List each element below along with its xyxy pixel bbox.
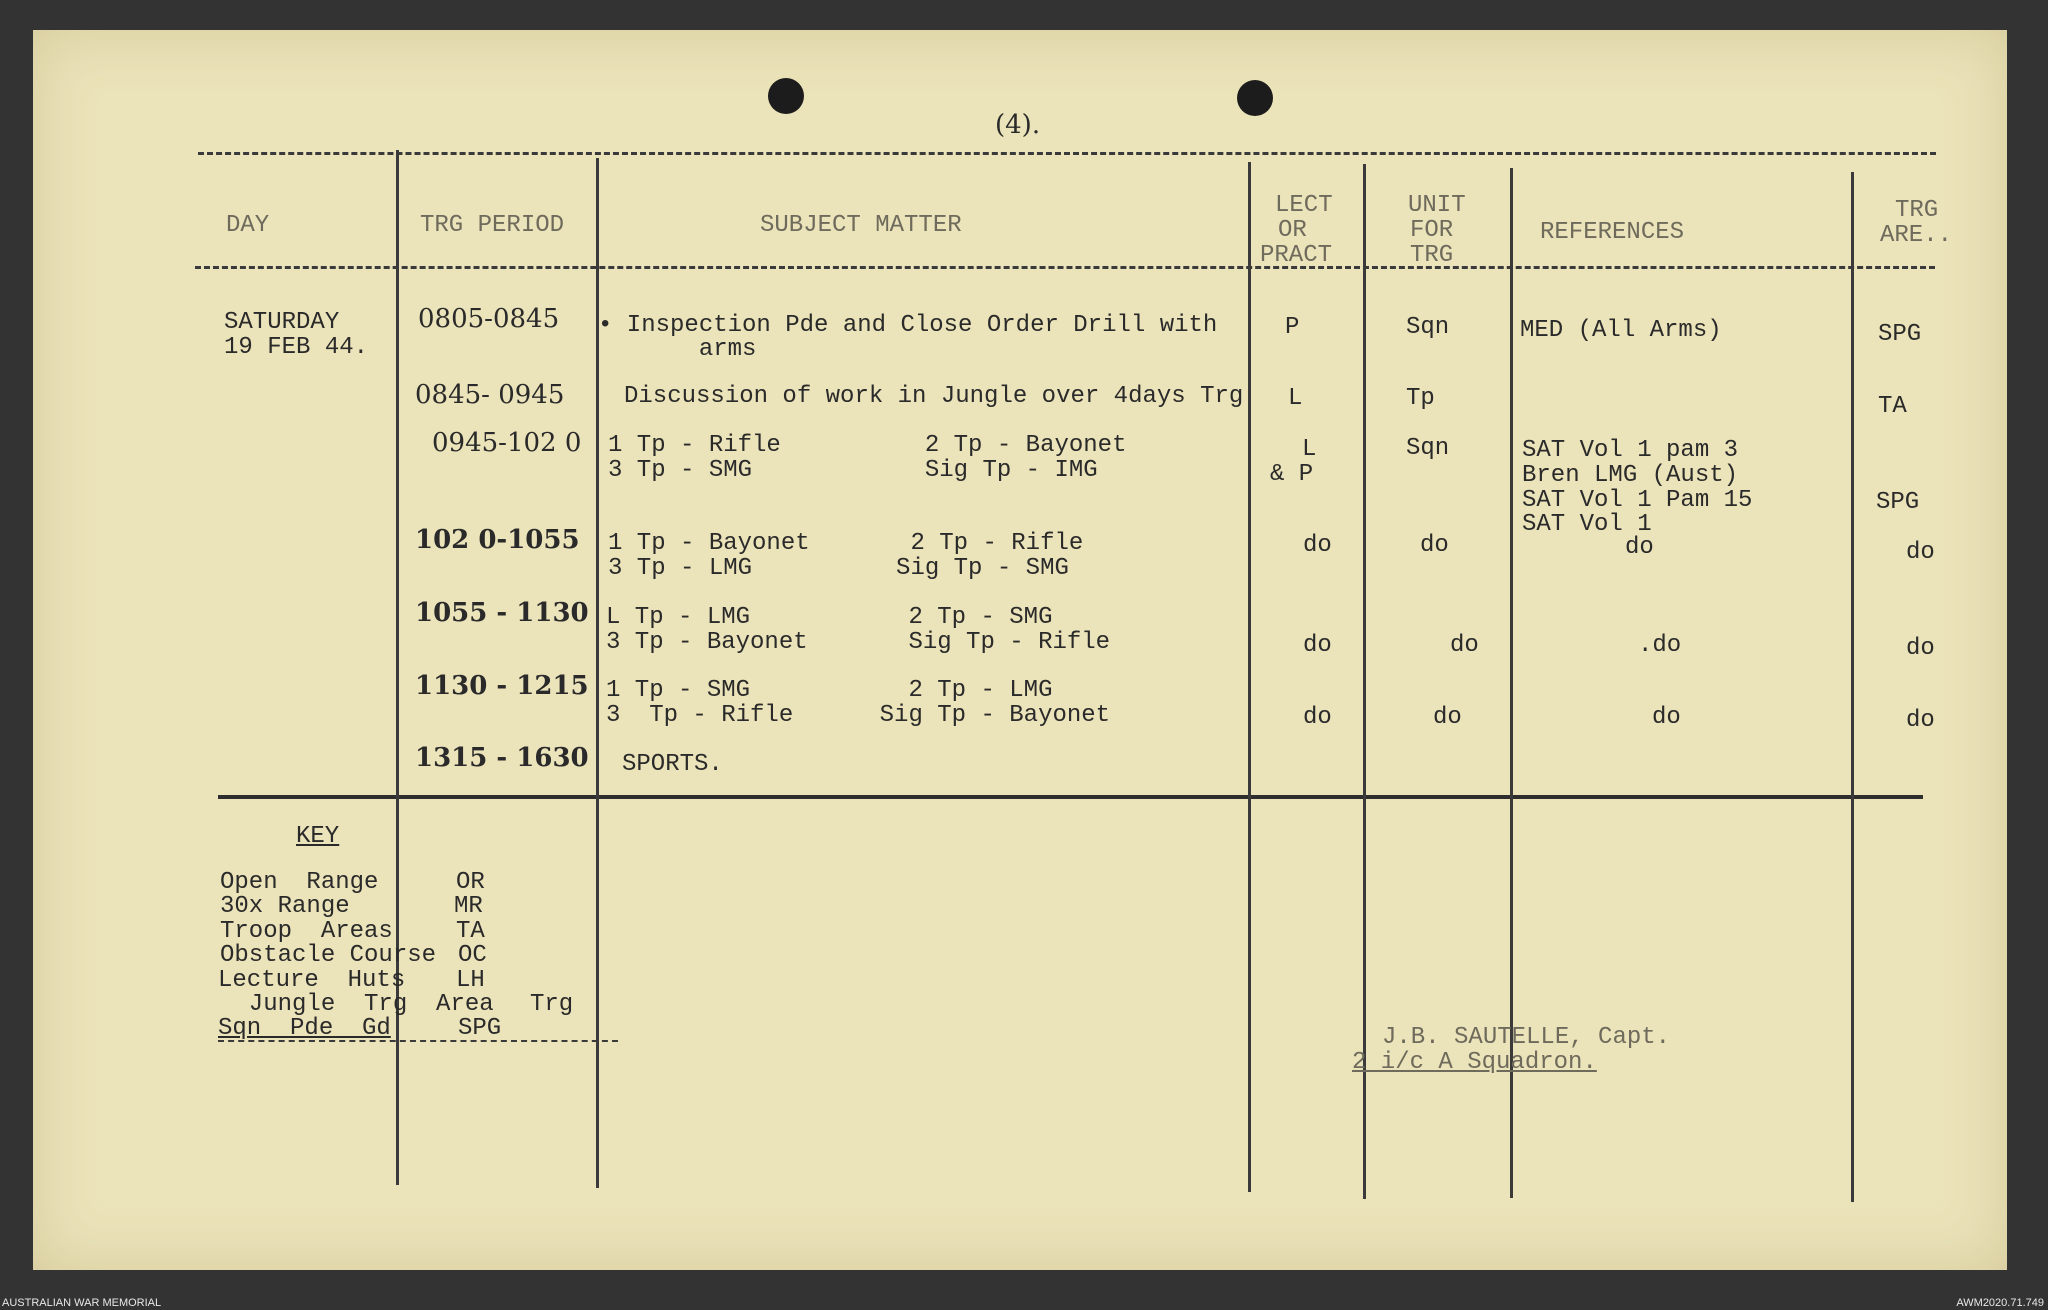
- subject-cell: 3 Tp - SMG Sig Tp - IMG: [608, 457, 1098, 484]
- signature-title: 2 i/c A Squadron.: [1352, 1049, 1597, 1076]
- header-trg-area-1: TRG: [1895, 197, 1939, 224]
- unit-cell: Sqn: [1406, 314, 1450, 341]
- lect-pract-cell: P: [1285, 314, 1300, 341]
- period-cell: 102 0-1055: [415, 525, 580, 555]
- footer-source: AUSTRALIAN WAR MEMORIAL: [2, 1297, 162, 1309]
- header-lect: LECT: [1275, 192, 1333, 219]
- period-cell: 1315 - 1630: [415, 743, 589, 773]
- header-trg: TRG: [1410, 242, 1454, 269]
- header-pract: PRACT: [1260, 242, 1333, 269]
- period-cell: 1055 - 1130: [415, 598, 589, 628]
- header-day: DAY: [226, 212, 270, 239]
- key-label: Troop Areas: [220, 918, 393, 945]
- subject-cell: SPORTS.: [622, 751, 723, 778]
- header-trg-area-2: ARE..: [1880, 222, 1953, 249]
- key-label: Obstacle Course: [220, 942, 437, 969]
- references-cell: Bren LMG (Aust): [1522, 462, 1739, 489]
- subject-cell: • Inspection Pde and Close Order Drill with: [598, 312, 1218, 339]
- period-cell: 1130 - 1215: [415, 671, 589, 701]
- period-cell: 0845- 0945: [415, 380, 565, 410]
- key-code: OR: [456, 869, 485, 896]
- column-divider: [1248, 162, 1251, 1192]
- key-code: TA: [456, 918, 485, 945]
- area-cell: do: [1906, 635, 1935, 662]
- unit-cell: do: [1450, 632, 1479, 659]
- punch-hole-right: [1237, 80, 1273, 116]
- lect-pract-cell: do: [1303, 532, 1332, 559]
- header-or: OR: [1278, 217, 1307, 244]
- signature-name: J.B. SAUTELLE, Capt.: [1382, 1024, 1671, 1051]
- subject-cell: 3 Tp - Bayonet Sig Tp - Rifle: [606, 629, 1111, 656]
- references-cell: MED (All Arms): [1520, 317, 1722, 344]
- subject-cell: L Tp - LMG 2 Tp - SMG: [606, 604, 1053, 631]
- column-divider: [396, 150, 399, 1185]
- header-subject-matter: SUBJECT MATTER: [760, 212, 962, 239]
- references-cell: do: [1625, 534, 1654, 561]
- page-number: (4).: [995, 110, 1041, 140]
- subject-cell: 3 Tp - LMG Sig Tp - SMG: [608, 555, 1069, 582]
- area-cell: do: [1906, 539, 1935, 566]
- table-top-rule: [198, 152, 1936, 155]
- key-label: Jungle Trg Area: [220, 991, 494, 1018]
- key-label: Lecture Huts: [218, 967, 406, 994]
- footer-accession: AWM2020.71.749: [1956, 1297, 2044, 1309]
- key-label: Sqn Pde Gd: [218, 1015, 391, 1042]
- references-cell: SAT Vol 1 pam 3: [1522, 437, 1739, 464]
- header-bottom-rule: [195, 266, 1935, 269]
- key-label: 30x Range: [220, 893, 350, 920]
- column-divider: [1851, 172, 1854, 1202]
- lect-pract-cell: L: [1302, 436, 1317, 463]
- lect-pract-cell: & P: [1270, 461, 1314, 488]
- unit-cell: do: [1433, 704, 1462, 731]
- area-cell: TA: [1878, 393, 1907, 420]
- subject-cell: 3 Tp - Rifle Sig Tp - Bayonet: [606, 702, 1111, 729]
- header-unit: UNIT: [1408, 192, 1466, 219]
- area-cell: SPG: [1878, 321, 1922, 348]
- header-for: FOR: [1410, 217, 1454, 244]
- references-cell: do: [1652, 704, 1681, 731]
- day-cell-day: SATURDAY: [224, 309, 340, 336]
- table-bottom-rule: [218, 795, 1923, 799]
- key-code: OC: [458, 942, 487, 969]
- references-cell: SAT Vol 1 Pam 15: [1522, 487, 1753, 514]
- subject-cell: arms: [598, 336, 757, 363]
- subject-cell: 1 Tp - SMG 2 Tp - LMG: [606, 677, 1053, 704]
- header-references: REFERENCES: [1540, 219, 1685, 246]
- key-code: SPG: [458, 1015, 502, 1042]
- references-cell: .do: [1638, 632, 1682, 659]
- key-code: MR: [454, 893, 483, 920]
- references-cell: SAT Vol 1: [1522, 511, 1652, 538]
- header-trg-period: TRG PERIOD: [420, 212, 565, 239]
- area-cell: do: [1906, 707, 1935, 734]
- unit-cell: Sqn: [1406, 435, 1450, 462]
- lect-pract-cell: do: [1303, 704, 1332, 731]
- lect-pract-cell: do: [1303, 632, 1332, 659]
- period-cell: 0945-102 0: [432, 428, 582, 458]
- lect-pract-cell: L: [1288, 385, 1303, 412]
- key-code: Trg: [530, 991, 574, 1018]
- unit-cell: Tp: [1406, 385, 1435, 412]
- day-cell-date: 19 FEB 44.: [224, 334, 369, 361]
- subject-cell: 1 Tp - Bayonet 2 Tp - Rifle: [608, 530, 1084, 557]
- period-cell: 0805-0845: [418, 304, 560, 334]
- key-label: Open Range: [220, 869, 379, 896]
- subject-cell: 1 Tp - Rifle 2 Tp - Bayonet: [608, 432, 1127, 459]
- unit-cell: do: [1420, 532, 1449, 559]
- key-code: LH: [456, 967, 485, 994]
- subject-cell: Discussion of work in Jungle over 4days Trg: [624, 383, 1244, 410]
- punch-hole-left: [768, 78, 804, 114]
- key-title: KEY: [296, 823, 340, 850]
- signature-block: [1352, 1025, 1670, 1075]
- area-cell: SPG: [1876, 489, 1920, 516]
- key-underline: [218, 1040, 618, 1042]
